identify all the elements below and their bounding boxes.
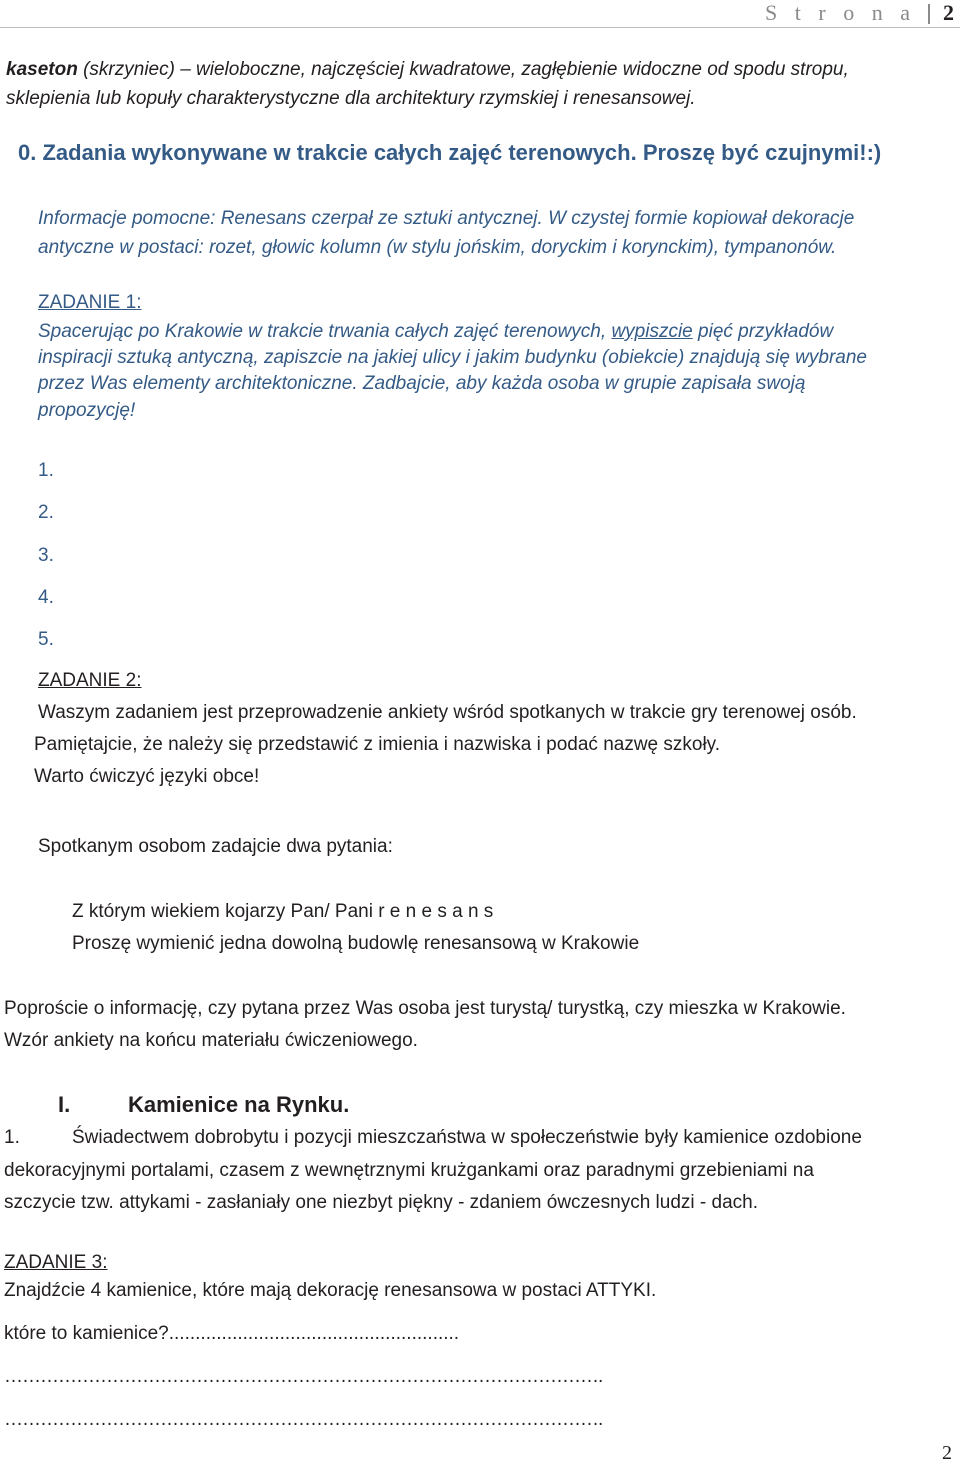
info-line-2: antyczne w postaci: rozet, głowic kolumn (w stylu jońskim, doryckim i korynckim), tympanonów. <box>38 237 837 258</box>
survey-question-2: Proszę wymienić jedna dowolną budowlę renesansową w Krakowie <box>72 933 640 954</box>
task-1-line-3 <box>38 369 805 398</box>
survey-note-2: Wzór ankiety na końcu materiału ćwiczeniowego. <box>4 1030 418 1051</box>
survey-intro: Spotkanym osobom zadajcie dwa pytania: <box>38 836 393 857</box>
definition-line-1 <box>6 55 849 84</box>
survey-note-1: Poproście o informację, czy pytana przez Was osoba jest turystą/ turystką, czy mieszka w Krakowie. <box>4 998 846 1019</box>
section-i-title: Kamienice na Rynku. <box>128 1092 350 1117</box>
paragraph-line-1: Świadectwem dobrobytu i pozycji mieszczaństwa w społeczeństwie były kamienice ozdobione <box>72 1127 862 1148</box>
task-1-underlined-word: wypiszcie <box>611 321 693 342</box>
header-divider <box>928 4 930 24</box>
info-text-1b: W czystej formie kopiował dekoracje <box>548 208 855 229</box>
answer-item-1: 1. <box>38 460 54 481</box>
answer-fill-line-2: ………………………………………………………………………………………. <box>4 1409 603 1430</box>
answer-fill-line-1: ………………………………………………………………………………………. <box>4 1366 603 1387</box>
task-3-label: ZADANIE 3: <box>4 1252 108 1273</box>
paragraph-number: 1. <box>4 1127 20 1148</box>
info-text-1a: Informacje pomocne: Renesans czerpał ze sztuki antycznej. <box>38 208 549 229</box>
section-0-heading: 0. Zadania wykonywane w trakcie całych zajęć terenowych. Proszę być czujnymi!:) <box>18 140 882 165</box>
task-1-text-3a: przez Was elementy architektoniczne. <box>38 373 363 394</box>
answer-item-2: 2. <box>38 502 54 523</box>
paragraph-line-2: dekoracyjnymi portalami, czasem z wewnętrznymi krużgankami oraz paradnymi grzebieniami na <box>4 1160 814 1181</box>
task-1-text-1b: pięć przykładów <box>692 321 834 342</box>
task-3-question: które to kamienice?....................................................... <box>4 1323 460 1344</box>
task-2-line-3: Warto ćwiczyć języki obce! <box>34 766 260 787</box>
paragraph-line-3: szczycie tzw. attykami - zasłaniały one niezbyt piękny - zdaniem ówczesnych ludzi - dach. <box>4 1192 758 1213</box>
task-2-label: ZADANIE 2: <box>38 670 142 691</box>
info-line-1 <box>38 204 854 233</box>
footer-page-number: 2 <box>942 1442 952 1464</box>
task-2-line-2: Pamiętajcie, że należy się przedstawić z imienia i nazwiska i podać nazwę szkoły. <box>34 734 721 755</box>
answer-item-4: 4. <box>38 587 54 608</box>
task-1-line-1 <box>38 317 833 346</box>
page-number: 2 <box>943 0 954 25</box>
answer-item-5: 5. <box>38 629 54 650</box>
page-label: S t r o n a <box>765 0 916 25</box>
definition-text-1: (skrzyniec) – wieloboczne, najczęściej kwadratowe, zagłębienie widoczne od spodu stropu, <box>77 59 849 80</box>
task-1-text-1a: Spacerując po Krakowie w trakcie trwania całych zajęć terenowych, <box>38 321 612 342</box>
task-3-line-1: Znajdźcie 4 kamienice, które mają dekorację renesansowa w postaci ATTYKI. <box>4 1280 657 1301</box>
survey-question-1: Z którym wiekiem kojarzy Pan/ Pani r e n e s a n s <box>72 901 494 922</box>
answer-item-3: 3. <box>38 545 54 566</box>
task-1-line-2: inspiracji sztuką antyczną, zapiszcie na jakiej ulicy i jakim budynku (obiekcie) znajdują się wybrane <box>38 347 867 368</box>
definition-term: kaseton <box>6 59 78 80</box>
section-i-numeral: I. <box>58 1092 71 1117</box>
task-2-line-1: Waszym zadaniem jest przeprowadzenie ankiety wśród spotkanych w trakcie gry terenowej osób. <box>38 702 857 723</box>
task-1-line-4: propozycję! <box>38 400 136 421</box>
definition-line-2: sklepienia lub kopuły charakterystyczne dla architektury rzymskiej i renesansowej. <box>6 88 696 109</box>
task-1-label: ZADANIE 1: <box>38 292 142 313</box>
task-1-text-3b: Zadbajcie, aby każda osoba w grupie zapisała swoją <box>362 373 806 394</box>
header-rule <box>0 27 960 28</box>
